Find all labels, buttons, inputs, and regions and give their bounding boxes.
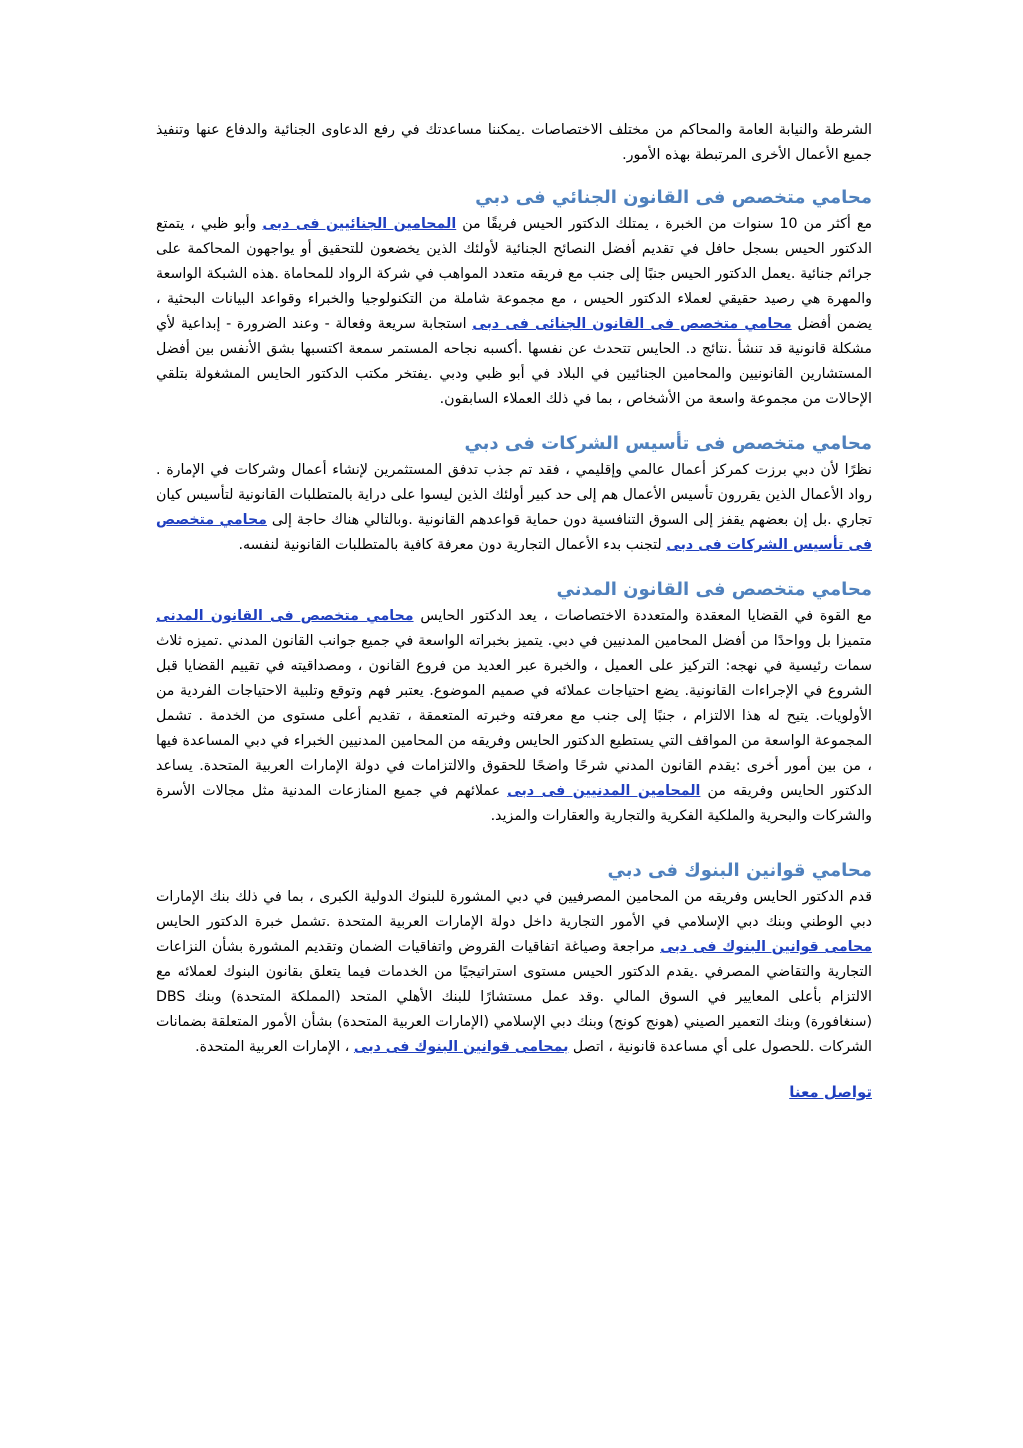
text-run: لتجنب بدء الأعمال التجارية دون معرفة كافية بالمتطلبات القانونية لنفسه.: [238, 537, 667, 553]
text-run: استجابة سريعة وفعالة - وعند الضرورة - إبداعية لأي مشكلة قانونية قد تنشأ .نتائج د. الحايس تتحدث عن نفسها .أكسبه نجاحه المستمر سمعة اكتسبها بشق الأنفس بين أفضل المستشارين القانونيين والمحامين الجنائيين في البلاد في أبو ظبي ودبي .يفتخر مكتب الدكتور الحايس المشغولة بتلقي الإحالات من مجموعة واسعة من الأشخاص ، بما في ذلك العملاء السابقون.: [156, 316, 872, 407]
link-criminal-law-specialist[interactable]: محامي متخصص فى القانون الجنائى فى دبى: [472, 316, 792, 332]
heading-banking-law: محامي قوانين البنوك فى دبي: [607, 860, 872, 881]
contact-us-link[interactable]: تواصل معنا: [789, 1083, 872, 1101]
text-run: مع القوة في القضايا المعقدة والمتعددة الاختصاصات ، يعد الدكتور الحايس: [413, 608, 872, 624]
link-contact-banking-lawyer[interactable]: بمحامى قوانين البنوك فى دبى: [353, 1039, 569, 1055]
heading-civil-law: محامي متخصص فى القانون المدني: [556, 579, 872, 600]
text-run: مع أكثر من 10 سنوات من الخبرة ، يمتلك الدكتور الحيس فريقًا من: [456, 216, 872, 232]
document-page: [156, 118, 872, 1105]
text-run: نظرًا لأن دبي برزت كمركز أعمال عالمي وإقليمي ، فقد تم جذب تدفق المستثمرين لإنشاء أعمال وشركات في الإمارة . رواد الأعمال الذين يقررون تأسيس الأعمال هم إلى حد كبير أولئك الذين ليسوا على دراية بالمتطلبات القانونية لتأسيس كيان تجاري .بل إن بعضهم يقفز إلى السوق التنافسية دون حماية قواعدهم القانونية .وبالتالي هناك حاجة إلى: [156, 462, 872, 528]
heading-company-formation: محامي متخصص فى تأسيس الشركات فى دبي: [464, 433, 872, 454]
link-company-formation-lawyer[interactable]: محامي متخصص فى تأسيس الشركات فى دبى: [156, 512, 872, 553]
text-run: متميزا بل وواحدًا من أفضل المحامين المدنيين في دبي. يتميز بخبراته الواسعة في جميع جوانب القانون المدني .تميزه ثلاث سمات رئيسية في نهجه: التركيز على العميل ، والخبرة عبر العديد من فروع القانون ، ومصداقيته في تقييم القضايا قبل الشروع في الإجراءات القانونية. يضع احتياجات عملائه في صميم الموضوع. يعتبر فهم وتوقع وتلبية الاحتياجات الفردية من الأولويات. يتيح له هذا الالتزام ، جنبًا إلى جنب مع معرفته وخبرته المتعمقة ، تقديم أعلى مستوى من الخدمة . تشمل المجموعة الواسعة من المواقف التي يستطيع الدكتور الحايس وفريقه من المحامين المدنيين الخبراء في دبي المساعدة فيها ، من بين أمور أخرى :يقدم القانون المدني شرحًا واضحًا للحقوق والالتزامات في دولة الإمارات العربية المتحدة. يساعد الدكتور الحايس وفريقه من: [156, 633, 872, 799]
text-run: ، الإمارات العربية المتحدة.: [195, 1039, 354, 1055]
link-banking-lawyer-dubai[interactable]: محامى قوانين البنوك فى دبى: [660, 939, 872, 955]
text-run: قدم الدكتور الحايس وفريقه من المحامين المصرفيين في دبي المشورة للبنوك الدولية الكبرى ، بما في ذلك بنك الإمارات دبي الوطني وبنك دبي الإسلامي في الأمور التجارية داخل دولة الإمارات العربية المتحدة .تشمل خبرة الدكتور الحايس: [156, 889, 872, 930]
paragraph-civil-law: [156, 604, 872, 829]
text-run: وأبو ظبي ، يتمتع الدكتور الحيس بسجل حافل في تقديم أفضل النصائح الجنائية لأولئك الذين يخضعون للتحقيق أو يواجهون المحاكمة على جرائم جنائية .يعمل الدكتور الحيس جنبًا إلى جنب مع فريقه متعدد المواهب في شركة الرواد للمحاماة .هذه الشبكة الواسعة والمهرة هي رصيد حقيقي لعملاء الدكتور الحيس ، مع مجموعة شاملة من التكنولوجيا والخبراء وقواعد البيانات البحثية ، يضمن أفضل: [156, 216, 872, 332]
text-run: عملائهم في جميع المنازعات المدنية مثل مجالات الأسرة والشركات والبحرية والملكية الفكرية والتجارية والعقارات والمزيد.: [156, 783, 872, 824]
link-criminal-lawyers-dubai[interactable]: المحامين الجنائيين فى دبى: [262, 216, 457, 232]
paragraph-company-formation: [156, 458, 872, 558]
heading-criminal-law: محامي متخصص فى القانون الجنائي فى دبي: [475, 187, 872, 208]
link-civil-lawyers-dubai[interactable]: المحامين المدنيين فى دبى: [507, 783, 701, 799]
paragraph-banking-law: [156, 885, 872, 1060]
intro-paragraph: الشرطة والنيابة العامة والمحاكم من مختلف الاختصاصات .يمكننا مساعدتك في رفع الدعاوى الجنائية والدفاع عنها وتنفيذ جميع الأعمال الأخرى المرتبطة بهذه الأمور.: [156, 122, 872, 163]
text-run: مراجعة وصياغة اتفاقيات القروض واتفاقيات الضمان وتقديم المشورة بشأن النزاعات التجارية والتقاضي المصرفي .يقدم الدكتور الحيس مستوى استراتيجيًا من الخدمات فيما يتعلق بقانون البنوك لعملائه مع الالتزام بأعلى المعايير في السوق المالي .وقد عمل مستشارًا للبنك الأهلي المتحد (المملكة المتحدة) وبنك DBS (سنغافورة) وبنك التعمير الصيني (هونج كونج) وبنك دبي الإسلامي (الإمارات العربية المتحدة) بشأن الأمور المتعلقة بضمانات الشركات .للحصول على أي مساعدة قانونية ، اتصل: [156, 939, 872, 1055]
link-civil-law-specialist[interactable]: محامي متخصص فى القانون المدنى: [156, 608, 414, 624]
paragraph-criminal-law: [156, 212, 872, 412]
